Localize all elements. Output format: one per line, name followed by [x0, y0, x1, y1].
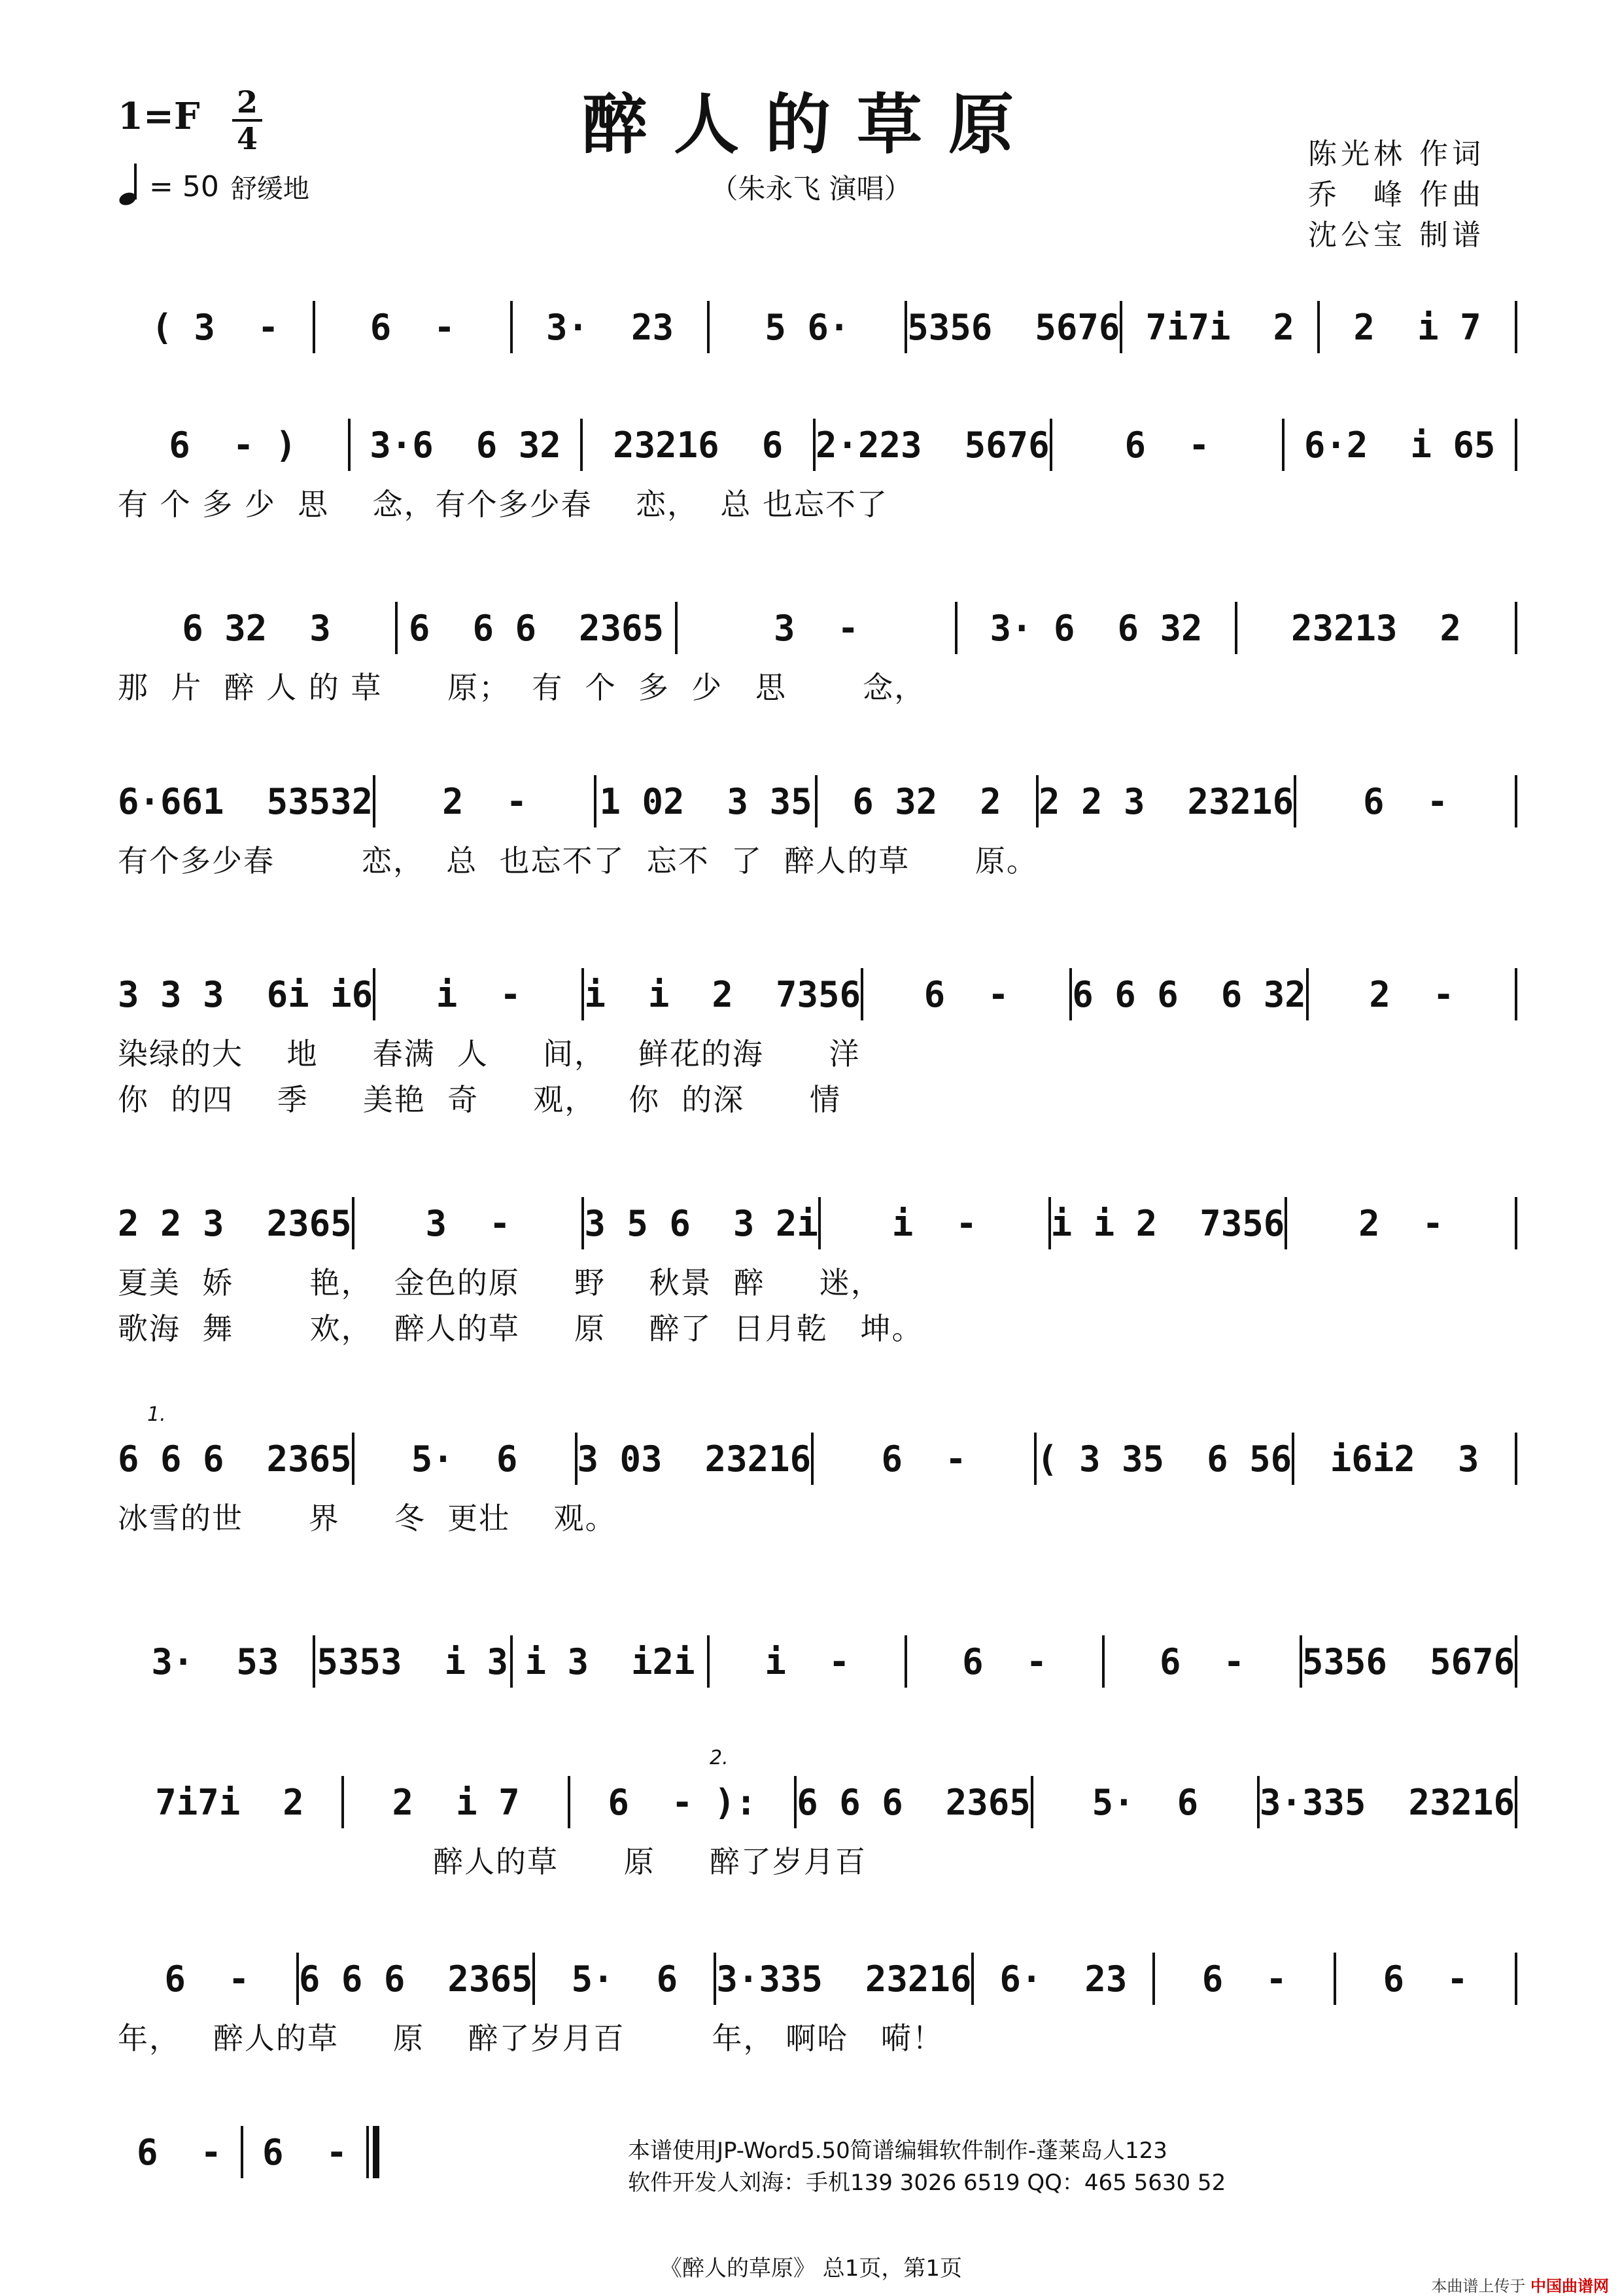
measure: i6i2 3: [1330, 1438, 1479, 1480]
lyricist: 陈光林 作词: [1308, 137, 1485, 171]
measure: 6 -: [262, 2131, 348, 2173]
measure: 6 -: [1124, 424, 1210, 466]
measure: 2 -: [1369, 973, 1455, 1015]
measure: 6 -: [1159, 1641, 1245, 1682]
volta-bracket-label: 2.: [710, 1747, 729, 1769]
measure: 7i7i 2: [1145, 306, 1295, 348]
measure: 2 -: [442, 780, 528, 822]
measure: 6·661 53532: [118, 780, 373, 822]
site-watermark: [1431, 2273, 1609, 2296]
barline: [1515, 1953, 1517, 2005]
lyric-line: 有 个 多 少 思 念，有个多少春 恋， 总 也忘不了: [118, 487, 888, 522]
final-barline: [373, 2126, 379, 2178]
software-line-1: 本谱使用JP-Word5.50简谱编辑软件制作-蓬莱岛人123: [628, 2138, 1167, 2164]
measure: 6 6 6 2365: [408, 607, 664, 649]
staff-row: [118, 1953, 1517, 2005]
barline: [1515, 968, 1517, 1020]
lyric-line: 冰雪的世 界 冬 更壮 观。: [118, 1501, 617, 1536]
time-signature-top: 2: [236, 84, 258, 120]
lyric-line: 染绿的大 地 春满 人 间， 鲜花的海 洋: [118, 1036, 861, 1071]
measure: 6 -: [881, 1438, 967, 1480]
measure: 3· 6 6 32: [990, 607, 1203, 649]
measure: 6 -: [962, 1641, 1048, 1682]
barline: [1515, 1433, 1517, 1485]
measure: 3· 23: [545, 306, 674, 348]
measure: 2·223 5676: [816, 424, 1050, 466]
measure: 5· 6: [571, 1958, 678, 2000]
measure: 3·335 23216: [1259, 1781, 1515, 1823]
measure: 3 03 23216: [577, 1438, 812, 1480]
barline: [1515, 602, 1517, 654]
measure: 7i7i 2: [155, 1781, 304, 1823]
measure: 3· 53: [151, 1641, 279, 1682]
staff-row: [118, 1197, 1517, 1249]
software-line-2: 软件开发人刘海：手机139 3026 6519 QQ：465 5630 52: [628, 2170, 1226, 2196]
measure: 6 -: [1383, 1958, 1468, 2000]
barline: [366, 2126, 369, 2178]
staff-row: [118, 419, 1517, 471]
barline: [1515, 1776, 1517, 1828]
measure: 5356 5676: [907, 306, 1120, 348]
measure: 6 32 2: [852, 780, 1001, 822]
barline: [1515, 419, 1517, 471]
measure: i i 2 7356: [584, 973, 861, 1015]
staff-row: [118, 2126, 379, 2178]
measure: 2 i 7: [392, 1781, 520, 1823]
tempo-value: = 50: [149, 169, 219, 203]
staff-row: [118, 1433, 1517, 1485]
measure: 23216 6: [613, 424, 784, 466]
quarter-note-icon: [118, 167, 144, 206]
key-signature: 1=F: [118, 95, 200, 138]
measure: 6 6 6 6 32: [1072, 973, 1306, 1015]
expression-marking: 舒缓地: [230, 173, 309, 204]
measure: 3·335 23216: [716, 1958, 972, 2000]
measure: 23213 2: [1290, 607, 1462, 649]
lyric-line: 那 片 醉 人 的 草 原； 有 个 多 少 思 念，: [118, 670, 926, 705]
measure: 3 3 3 6i i6: [118, 973, 373, 1015]
measure: 6 6 6 2365: [298, 1958, 533, 2000]
measure: 6 -: [136, 2131, 222, 2173]
barline: [1515, 301, 1517, 353]
staff-row: [118, 1635, 1517, 1688]
measure: ( 3 35 6 56: [1037, 1438, 1292, 1480]
lyric-line: 年， 醉人的草 原 醉了岁月百 年， 啊哈 嗬！: [118, 2021, 944, 2056]
measure: 5356 5676: [1302, 1641, 1515, 1682]
lyric-line: 歌海 舞 欢， 醉人的草 原 醉了 日月乾 坤。: [118, 1311, 923, 1346]
time-signature: [232, 85, 262, 156]
measure: 3 -: [425, 1202, 511, 1244]
measure: 6 -: [1363, 780, 1449, 822]
measure: 1 02 3 35: [599, 780, 812, 822]
lyric-line: 有个多少春 恋， 总 也忘不了 忘不 了 醉人的草 原。: [118, 843, 1038, 878]
staff-row: [118, 1776, 1517, 1828]
watermark-prefix: 本曲谱上传于: [1431, 2277, 1526, 2295]
staff-row: [118, 301, 1517, 353]
volta-bracket-label: 1.: [147, 1403, 166, 1426]
staff-row: [118, 602, 1517, 654]
measure: 5353 i 3: [317, 1641, 509, 1682]
measure: i -: [765, 1641, 850, 1682]
composer: 乔 峰 作曲: [1308, 178, 1485, 211]
measure: 5· 6: [411, 1438, 518, 1480]
measure: 6 -: [923, 973, 1009, 1015]
measure: 6 -: [1201, 1958, 1287, 2000]
measure: 2 2 3 23216: [1038, 780, 1294, 822]
measure: i i 2 7356: [1050, 1202, 1285, 1244]
measure: 2 i 7: [1353, 306, 1481, 348]
measure: 3 5 6 3 2i: [584, 1202, 818, 1244]
lyric-line: 夏美 娇 艳， 金色的原 野 秋景 醉 迷，: [118, 1265, 882, 1300]
measure: 5· 6: [1092, 1781, 1199, 1823]
measure: i -: [436, 973, 521, 1015]
measure: 6 32 3: [182, 607, 331, 649]
barline: [1515, 1635, 1517, 1688]
measure: 2 2 3 2365: [118, 1202, 352, 1244]
measure: 3·6 6 32: [370, 424, 561, 466]
software-credit: [628, 2132, 1226, 2197]
measure: 6·2 i 65: [1303, 424, 1496, 466]
measure: i 3 i2i: [525, 1641, 695, 1682]
measure: 6 - ):: [608, 1781, 757, 1823]
time-signature-bottom: 4: [232, 119, 262, 156]
measure: 6 6 6 2365: [118, 1438, 352, 1480]
tempo-marking: [118, 167, 309, 206]
arranger: 沈公宝 制谱: [1308, 218, 1485, 252]
lyric-line: 醉人的草 原 醉了岁月百: [118, 1844, 867, 1879]
measure: 6 - ): [169, 424, 297, 466]
watermark-site: 中国曲谱网: [1530, 2277, 1609, 2295]
staff-row: [118, 775, 1517, 827]
measure: 6 -: [370, 306, 455, 348]
measure: 3 -: [773, 607, 859, 649]
barline: [1515, 775, 1517, 827]
measure: ( 3 -: [151, 306, 279, 348]
measure: i -: [891, 1202, 977, 1244]
measure: 6 6 6 2365: [797, 1781, 1031, 1823]
measure: 6· 23: [999, 1958, 1128, 2000]
barline: [1515, 1197, 1517, 1249]
song-title: 醉人的草原: [582, 86, 1040, 163]
measure: 2 -: [1358, 1202, 1444, 1244]
lyric-line: 你 的四 季 美艳 奇 观， 你 的深 情: [118, 1082, 842, 1117]
page-footer: 《醉人的草原》 总1页，第1页: [659, 2255, 963, 2282]
measure: 6 -: [164, 1958, 250, 2000]
staff-row: [118, 968, 1517, 1020]
credits: [1308, 134, 1485, 256]
measure: 5 6·: [765, 306, 850, 348]
performer-note: （朱永飞 演唱）: [710, 173, 912, 205]
